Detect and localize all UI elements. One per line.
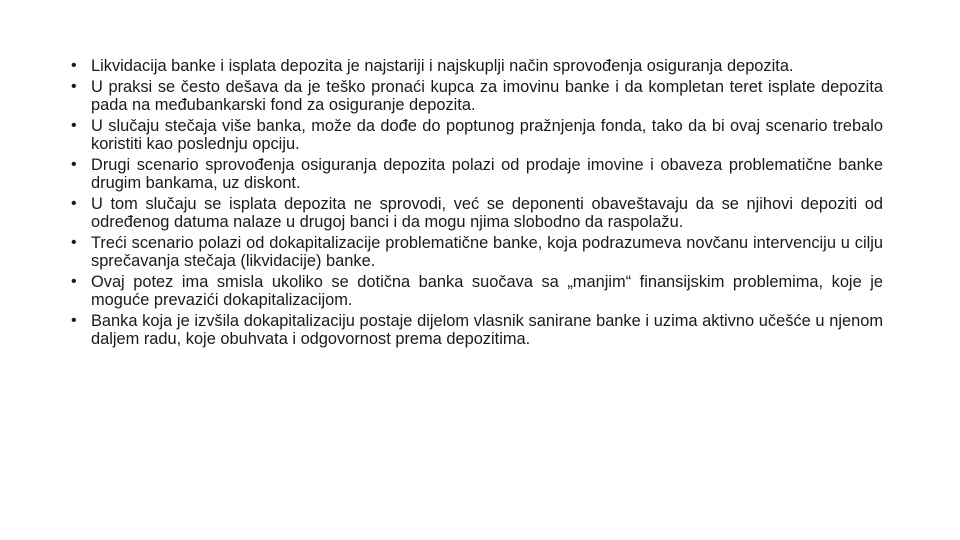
bullet-item: [71, 78, 883, 114]
bullet-item: [71, 195, 883, 231]
bullet-icon: •: [71, 312, 77, 329]
bullet-text: Ovaj potez ima smisla ukoliko se dotična banka suočava sa „manjim“ finansijskim problemima, koje je moguće prevazići dokapitalizacijom.: [91, 273, 883, 309]
bullet-item: [71, 273, 883, 309]
bullet-item: [71, 312, 883, 348]
bullet-icon: •: [71, 57, 77, 74]
bullet-text: Treći scenario polazi od dokapitalizacije problematične banke, koja podrazumeva novčanu intervenciju u cilju sprečavanja stečaja (likvidacije) banke.: [91, 234, 883, 270]
bullet-icon: •: [71, 156, 77, 173]
bullet-icon: •: [71, 234, 77, 251]
bullet-text: Drugi scenario sprovođenja osiguranja depozita polazi od prodaje imovine i obaveza problematične banke drugim bankama, uz diskont.: [91, 156, 883, 192]
bullet-text: U praksi se često dešava da je teško pronaći kupca za imovinu banke i da kompletan teret isplate depozita pada na međubankarski fond za osiguranje depozita.: [91, 78, 883, 114]
bullet-item: [71, 156, 883, 192]
bullet-text: U tom slučaju se isplata depozita ne sprovodi, već se deponenti obaveštavaju da se njihovi depoziti od određenog datuma nalaze u drugoj banci i da mogu njima slobodno da raspolažu.: [91, 195, 883, 231]
bullet-icon: •: [71, 273, 77, 290]
bullet-icon: •: [71, 195, 77, 212]
bullet-text: Likvidacija banke i isplata depozita je najstariji i najskuplji način sprovođenja osiguranja depozita.: [91, 57, 794, 75]
bullet-icon: •: [71, 117, 77, 134]
bullet-text: Banka koja je izvšila dokapitalizaciju postaje dijelom vlasnik sanirane banke i uzima aktivno učešće u njenom daljem radu, koje obuhvata i odgovornost prema depozitima.: [91, 312, 883, 348]
bullet-item: [71, 57, 883, 75]
bullet-item: [71, 117, 883, 153]
bullet-text: U slučaju stečaja više banka, može da dođe do poptunog pražnjenja fonda, tako da bi ovaj scenario trebalo koristiti kao poslednju opciju.: [91, 117, 883, 153]
bullet-item: [71, 234, 883, 270]
bullet-list: [71, 57, 883, 351]
bullet-icon: •: [71, 78, 77, 95]
